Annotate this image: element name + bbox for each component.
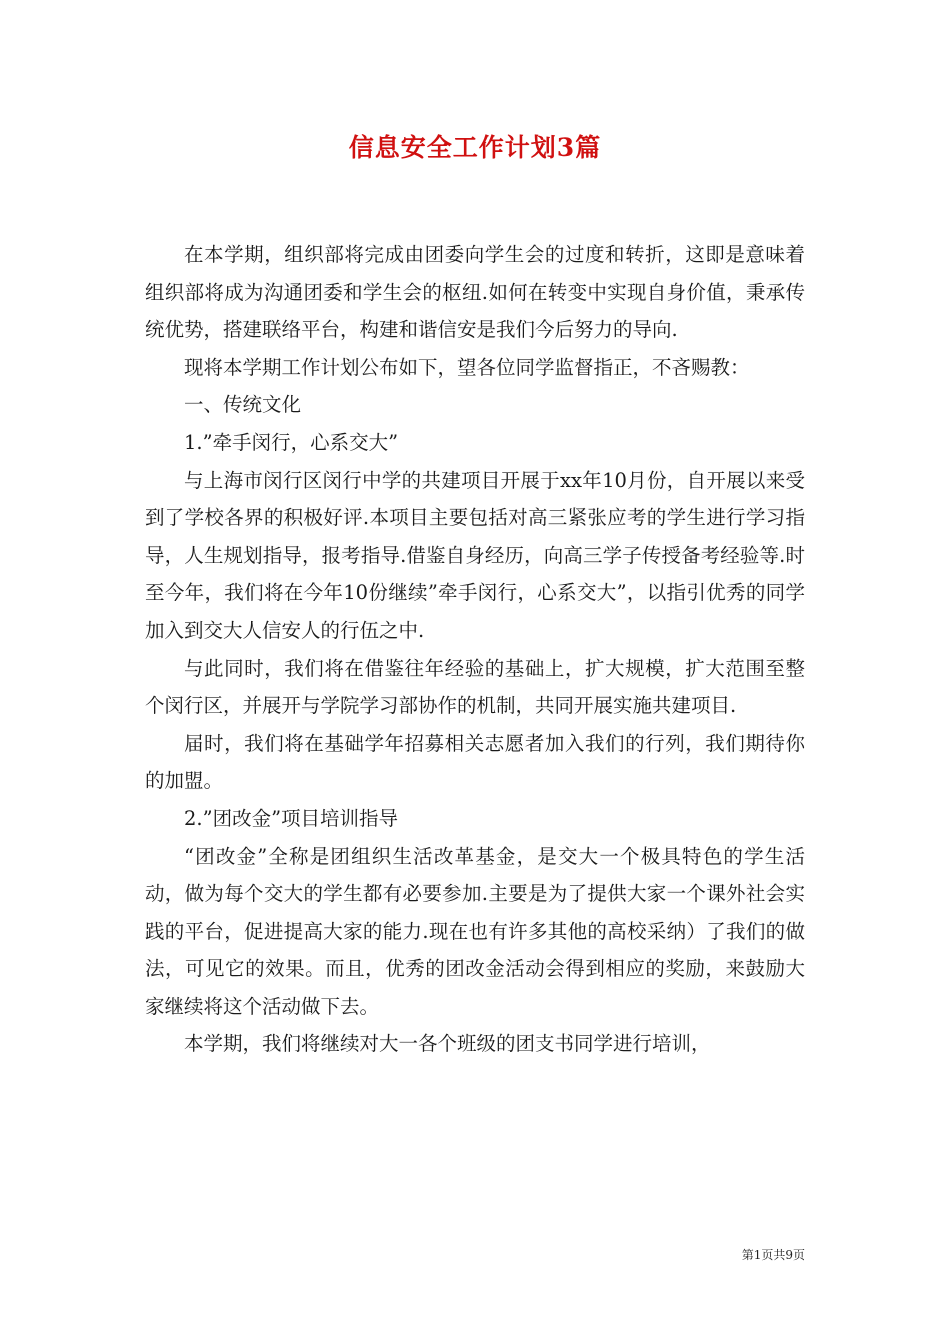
paragraph-tuangaijin: “团改金”全称是团组织生活改革基金，是交大一个极具特色的学生活动，做为每个交大的学生都有必要参加.主要是为了提供大家一个课外社会实践的平台，促进提高大家的能力.现在也有许多其他的高校采纳）了我们的做法，可见它的效果。而且，优秀的团改金活动会得到相应的奖励，来鼓励大家继续将这个活动做下去。: [145, 844, 805, 1018]
paragraph-plan-announcement: 现将本学期工作计划公布如下，望各位同学监督指正，不吝赐教：: [184, 355, 750, 379]
page-number: 第1页共9页: [741, 1248, 805, 1262]
subsection-heading-1: 1.”牵手闵行，心系交大”: [184, 430, 399, 454]
section-heading-traditional-culture: 一、传统文化: [184, 393, 302, 417]
page-title: 信息安全工作计划3篇: [348, 133, 602, 162]
document-body: [145, 236, 805, 1063]
paragraph-intro: 在本学期，组织部将完成由团委向学生会的过度和转折，这即是意味着组织部将成为沟通团委和学生会的枢纽.如何在转变中实现自身价值，秉承传统优势，搭建联络平台，构建和谐信安是我们今后努力的导向.: [145, 243, 805, 342]
paragraph-cobuild-project: 与上海市闵行区闵行中学的共建项目开展于xx年10月份，自开展以来受到了学校各界的积极好评.本项目主要包括对高三紧张应考的学生进行学习指导，人生规划指导，报考指导.借鉴自身经历，向高三学子传授备考经验等.时至今年，我们将在今年10份继续”牵手闵行，心系交大”，以指引优秀的同学加入到交大人信安人的行伍之中.: [145, 468, 805, 642]
paragraph-expansion: 与此同时，我们将在借鉴往年经验的基础上，扩大规模，扩大范围至整个闵行区，并展开与学院学习部协作的机制，共同开展实施共建项目.: [145, 656, 805, 718]
subsection-heading-2: 2.”团改金”项目培训指导: [184, 806, 399, 830]
paragraph-volunteers: 届时，我们将在基础学年招募相关志愿者加入我们的行列，我们期待你的加盟。: [145, 731, 805, 793]
paragraph-training: 本学期，我们将继续对大一各个班级的团支书同学进行培训，: [184, 1032, 711, 1056]
